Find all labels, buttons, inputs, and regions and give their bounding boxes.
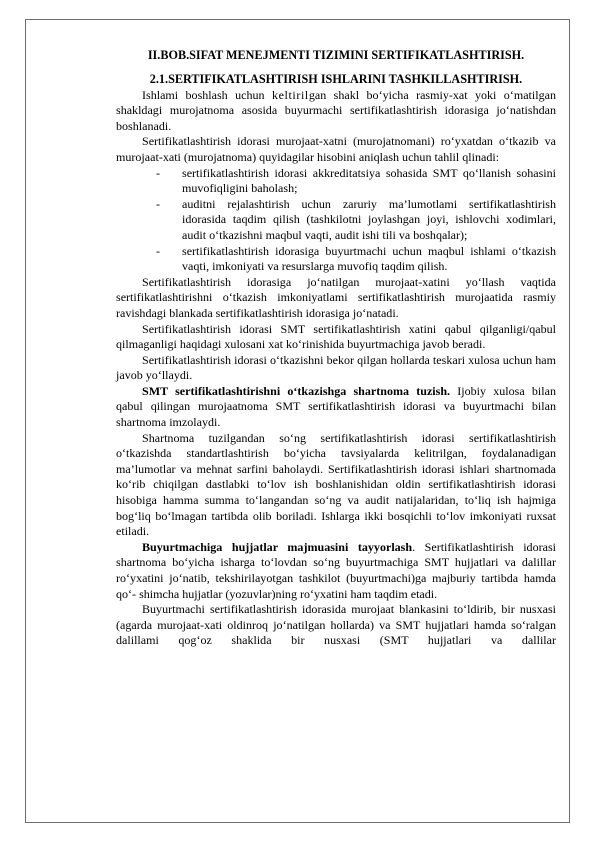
paragraph-4: Sertifikatlashtirish idorasi SMT sertifikatlashtirish xatini qabul qilganligi/qabul qilmaganligi haqidagi xulosani xat ko‘rinishida buyurtmachiga javob beradi. [116,321,556,352]
list-item: - auditni rejalashtirish uchun zaruriy ma’lumotlami sertifikatlashtirish idorasida taqdim qilish (tashkilotni joylashgan joyi, ishlovchi xodimlari, audit o‘tkazishni maqbul vaqti, audit ishi tili va boshqalar); [156,197,556,244]
list-item: - sertifikatlashtirish idorasiga buyurtmachi uchun maqbul ishlami o‘tkazish vaqti, imkoniyati va resurslarga muvofiq taqdim qilish. [156,244,556,275]
chapter-heading: II.BOB.SIFAT MENEJMENTI TIZIMINI SERTIFIKATLASHTIRISH. [147,48,525,62]
paragraph-9: Buyurtmachi sertifikatlashtirish idorasida murojaat blankasini to‘ldirib, bir nusxasi (agarda murojaat-xati oldinroq jo‘natilgan hollarda) va SMT hujjatlari hamda so‘ralgan dalillami qog‘oz shaklida bir nusxasi (SMT hujjatlari va dallilar [116,602,556,648]
paragraph-5: Sertifikatlashtirish idorasi o‘tkazishni bekor qilgan hollarda teskari xulosa uchun ham javob yo‘llaydi. [116,352,556,383]
paragraph-8-text: . Sertifikatlashtirish idorasi shartnoma bo‘yicha isharga to‘lovdan so‘ng buyurtmachiga SMT hujjatlari va dalillar ro‘yxatini jo‘natib, tekshirilayotgan tashkilot (buyurtmachi)ga majburiy tartibda hamda qo‘- shimcha hujjatlar (yozuvlar)ning ro‘yxatini ham taqdim etadi. [116,539,556,601]
paragraph-1-spaced: kel [271,87,289,102]
section-heading: 2.1.SERTIFIKATLASHTIRISH ISHLARINI TASHKILLASHTIRISH. [149,72,523,86]
paragraph-3: Sertifikatlashtirish idorasiga jo‘natilgan murojaat-xatini yo‘llash vaqtida sertifikatlashtirishni o‘tkazish imkoniyatlami sertifikatlashtirish murojaatida rasmiy ravishdagi blankada sertifikatlashtirish idorasiga jo‘natadi. [116,274,556,320]
paragraph-6-text: Ijobiy xulosa bilan qabul qilingan murojaatnoma SMT sertifikatlashtirish idorasi va buyurtmachi bilan shartnoma imzolaydi. [116,383,556,430]
contract-subheading: SMT sertifikatlashtirishni o‘tkazishga shartnoma tuzish. [142,383,451,398]
paragraph-6 [116,384,556,431]
document-body [116,48,556,649]
paragraph-2: Sertifikatlashtirish idorasi murojaat-xatni (murojatnomani) ro‘yxatdan o‘tkazib va murojaat-xati (murojatnoma) quyidagilar hisobini aniqlash uchun tahlil qlinadi: [116,134,556,164]
paragraph-1-a: Ishlami boshlash uchun [142,87,272,102]
paragraph-1 [116,88,556,135]
paragraph-1-b: tiril [288,87,309,102]
paragraph-7: Shartnoma tuzilgandan so‘ng sertifikatlashtirish idorasi sertifikatlashtirish o‘tkazishda standartlashtirish bo‘yicha tavsiyalarda kelitrilgan, foydalanadigan ma’lumotlar va mehnat sarfini baholaydi. Sertifikatlashtirish idorasi ishlari shartnomada ko‘rib chiqilgan dastlabki to‘lov ish boshlanishidan oldin sertifikatlashtirish idorasi hisobiga hamma summa to‘langandan so‘ng va audit natijalaridan, to‘liq ish hajmiga bog‘liq bo‘lmagan tartibda olib boriladi. Ishlarga ikki bosqichli to‘lov imkoniyati ruxsat etiladi. [116,430,556,539]
paragraph-1-c: gan shakl bo‘yicha rasmiy-xat yoki o‘matilgan shakldagi murojatnoma asosida buyurmachi sertifikatlashtirish idorasiga jo‘natishdan boshlanadi. [116,87,556,133]
requirements-list [116,166,556,275]
paragraph-8 [116,540,556,602]
documents-subheading: Buyurtmachiga hujjatlar majmuasini tayyorlash [142,539,413,554]
list-item: - sertifikatlashtirish idorasi akkreditatsiya sohasida SMT qo‘llanish sohasini muvofiqligini baholash; [156,166,556,197]
